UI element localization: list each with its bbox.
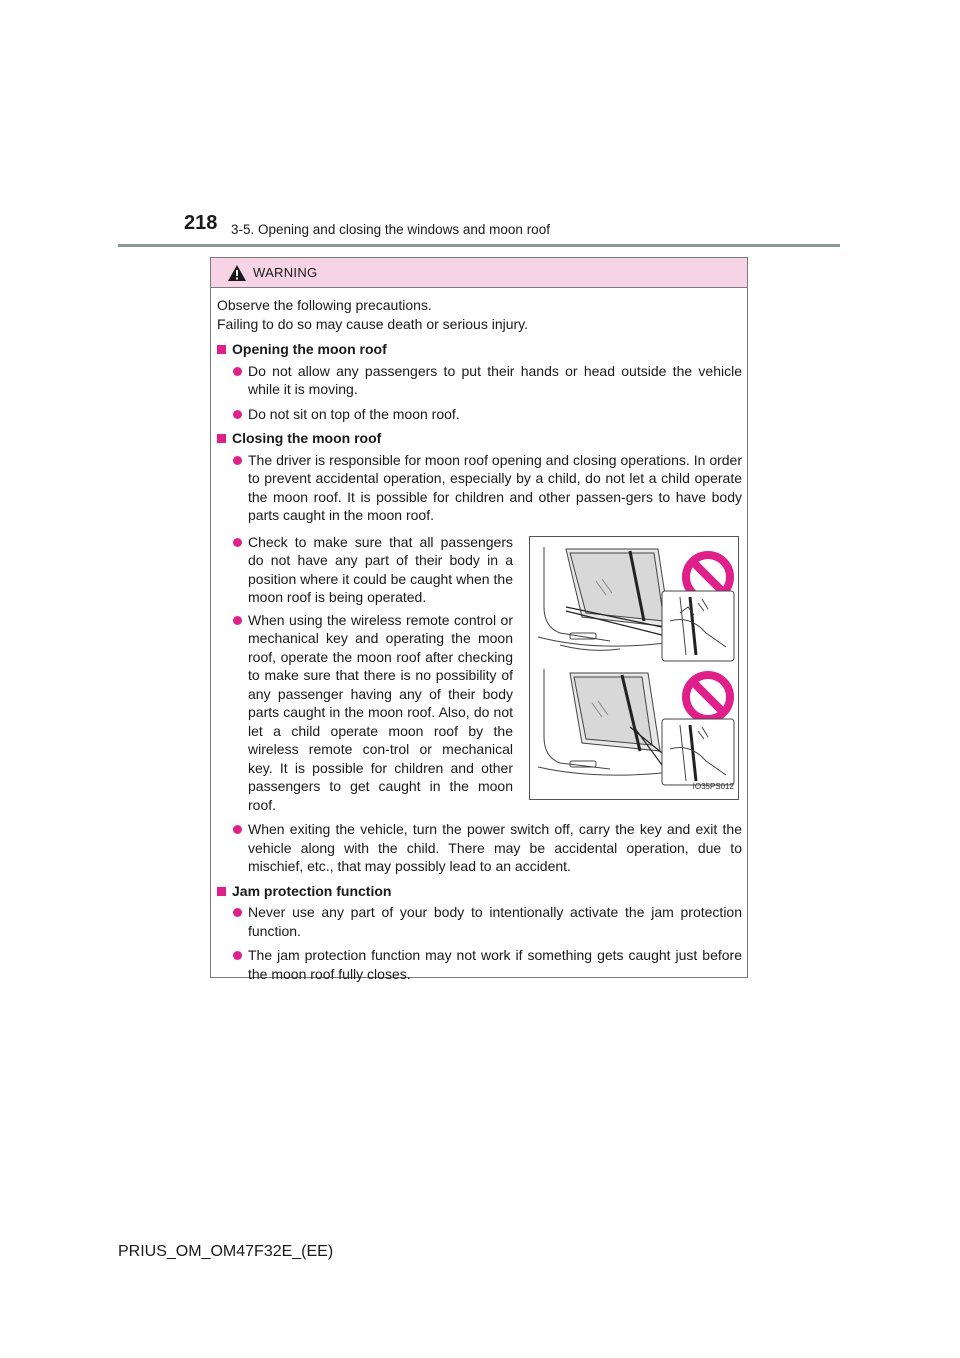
dot-bullet-icon: [233, 908, 242, 917]
square-bullet-icon: [217, 434, 226, 443]
list-item: When using the wireless remote control or mechanical key and operating the moon roof, operate the moon roof after checking to make sure that there is no possibility of any passenger having any of their body parts caught in the moon roof. Also, do not let a child operate moon roof by the wireless remote con-trol or mechanical key. It is possible for children and other passengers to get caught in the moon roof.: [217, 611, 513, 815]
warning-header: [211, 258, 747, 288]
dot-bullet-icon: [233, 951, 242, 960]
dot-bullet-icon: [233, 825, 242, 834]
list-item: The jam protection function may not work if something gets caught just before the moon roof fully closes.: [217, 946, 742, 983]
figure-code: IO35PS012: [692, 782, 734, 791]
dot-bullet-icon: [233, 456, 242, 465]
warning-box: [210, 257, 748, 982]
left-column: [217, 533, 513, 815]
section-heading: Jam protection function: [217, 882, 742, 901]
list-item: Do not sit on top of the moon roof.: [217, 405, 742, 424]
dot-bullet-icon: [233, 410, 242, 419]
warning-triangle-icon: [227, 264, 247, 282]
dot-bullet-icon: [233, 538, 242, 547]
bullets-with-figure: [217, 533, 742, 815]
intro-line-2: Failing to do so may cause death or serious injury.: [217, 315, 529, 332]
list-item: Do not allow any passengers to put their hands or head outside the vehicle while it is moving.: [217, 362, 742, 399]
section-heading: Opening the moon roof: [217, 340, 742, 359]
warning-label: WARNING: [253, 265, 318, 280]
page-number: 218: [184, 212, 218, 234]
section-heading: Closing the moon roof: [217, 429, 742, 448]
section-title: 3-5. Opening and closing the windows and moon roof: [231, 222, 550, 237]
warning-content: [217, 296, 742, 983]
moon-roof-illustration: [529, 536, 739, 800]
moon-roof-drawing: [530, 537, 738, 799]
footer-doc-code: PRIUS_OM_OM47F32E_(EE): [118, 1243, 334, 1260]
dot-bullet-icon: [233, 616, 242, 625]
square-bullet-icon: [217, 887, 226, 896]
dot-bullet-icon: [233, 367, 242, 376]
square-bullet-icon: [217, 345, 226, 354]
header-rule: [118, 244, 840, 247]
list-item: Never use any part of your body to intentionally activate the jam protection function.: [217, 903, 742, 940]
list-item: The driver is responsible for moon roof opening and closing operations. In order to prevent accidental operation, especially by a child, do not let a child operate the moon roof. It is possible for children and other passen-gers to have body parts caught in the moon roof.: [217, 451, 742, 525]
list-item: Check to make sure that all passengers do not have any part of their body in a position where it could be caught when the moon roof is being operated.: [217, 533, 513, 607]
list-item: When exiting the vehicle, turn the power switch off, carry the key and exit the vehicle along with the child. There may be accidental operation, due to mischief, etc., that may possibly lead to an accident.: [217, 820, 742, 876]
intro-line-1: Observe the following precautions.: [217, 297, 432, 313]
